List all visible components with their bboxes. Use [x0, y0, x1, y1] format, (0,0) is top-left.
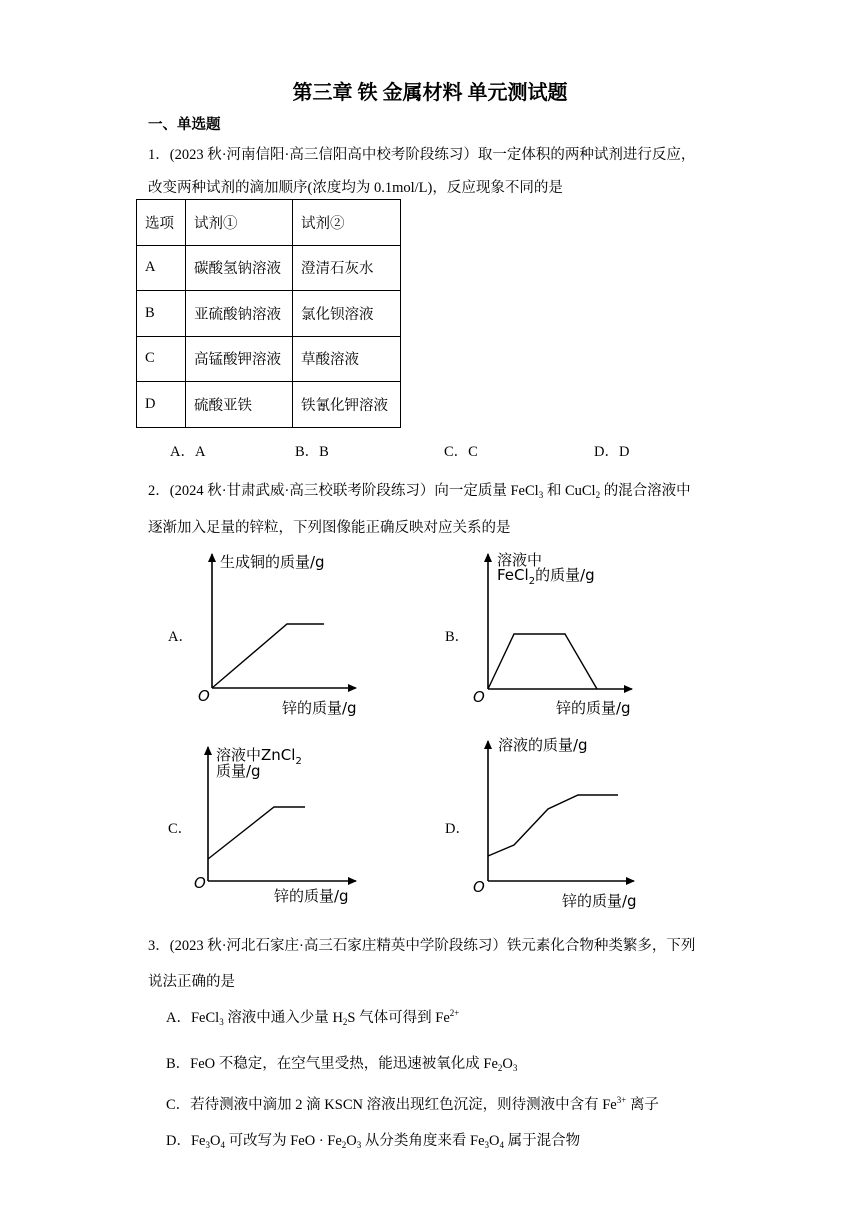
- origin-label: O: [194, 874, 206, 892]
- graph-d: [468, 732, 648, 914]
- q1-stem-line2: 改变两种试剂的滴加顺序(浓度均为 0.1mol/L)，反应现象不同的是: [148, 180, 563, 196]
- formula-fecl3: FeCl: [510, 483, 539, 499]
- curve: [208, 807, 305, 859]
- q3-option-b[interactable]: B．FeO 不稳定，在空气里受热，能迅速被氧化成 $Fe_2O_3$: [166, 1056, 518, 1073]
- table-cell: 澄清石灰水: [293, 245, 401, 291]
- origin-label: O: [473, 688, 485, 706]
- table-row: [137, 336, 401, 382]
- y-axis-label: 生成铜的质量/g: [220, 553, 325, 571]
- table-cell: 铁氰化钾溶液: [293, 382, 401, 428]
- origin-label: O: [198, 687, 210, 705]
- table-cell: 硫酸亚铁: [186, 382, 293, 428]
- table-cell: 草酸溶液: [293, 336, 401, 382]
- q2-option-a-label[interactable]: A．: [168, 629, 193, 645]
- q2-stem-text: 2．(2024 秋·甘肃武威·高三校联考阶段练习）向一定质量: [148, 483, 511, 499]
- q2-stem-line2: 逐渐加入足量的锌粒，下列图像能正确反映对应关系的是: [148, 520, 511, 536]
- q1-option-a[interactable]: A．A: [170, 444, 206, 460]
- table-cell: A: [137, 245, 186, 291]
- curve: [488, 795, 618, 856]
- x-axis-label: 锌的质量/g: [282, 699, 357, 717]
- table-row: [137, 291, 401, 337]
- table-cell: 亚硫酸钠溶液: [186, 291, 293, 337]
- table-cell: 碳酸氢钠溶液: [186, 245, 293, 291]
- q3-stem-line1: 3．(2023 秋·河北石家庄·高三石家庄精英中学阶段练习）铁元素化合物种类繁多，下列: [148, 938, 696, 954]
- q2-option-b-label[interactable]: B．: [445, 629, 470, 645]
- q1-option-b[interactable]: B．B: [295, 444, 329, 460]
- q2-option-c-label[interactable]: C．: [168, 821, 193, 837]
- q3-option-a[interactable]: A．FeCl$_3$ 溶液中通入少量 $H_2S$ 气体可得到 $Fe^{2+}$: [166, 1008, 460, 1027]
- y-axis-label-line2: FeCl$_2$的质量/g: [497, 566, 595, 587]
- q1-option-c[interactable]: C．C: [444, 444, 478, 460]
- table-cell: D: [137, 382, 186, 428]
- q3-option-c[interactable]: C．若待测液中滴加 2 滴 KSCN 溶液出现红色沉淀，则待测液中含有 $Fe^{3+}$ 离子: [166, 1095, 659, 1113]
- x-axis-label: 锌的质量/g: [556, 699, 631, 717]
- q2-stem-line1: [148, 479, 691, 500]
- q1-option-d[interactable]: D．D: [594, 444, 630, 460]
- subscript: 2: [595, 490, 601, 500]
- table-header-cell: 选项: [137, 200, 186, 246]
- graph-a: [190, 545, 370, 725]
- graph-b: [468, 545, 648, 725]
- table-header-cell: 试剂①: [186, 200, 293, 246]
- q1-reagent-table: [136, 199, 401, 428]
- subscript: 3: [538, 490, 544, 500]
- section-heading: 一、单选题: [148, 117, 221, 133]
- table-row: [137, 382, 401, 428]
- origin-label: O: [473, 878, 485, 896]
- q1-stem-line1: 1．(2023 秋·河南信阳·高三信阳高中校考阶段练习）取一定体积的两种试剂进行反应，: [148, 147, 696, 163]
- x-axis-label: 锌的质量/g: [274, 887, 349, 905]
- q3-option-d[interactable]: D．$Fe_3O_4$ 可改写为 FeO · $Fe_2O_3$ 从分类角度来看 $Fe_3O_4$ 属于混合物: [166, 1133, 581, 1150]
- curve: [488, 634, 597, 689]
- y-axis-label: 溶液的质量/g: [498, 736, 588, 754]
- q2-stem-text: 和: [543, 483, 565, 499]
- table-row: [137, 245, 401, 291]
- y-axis-label-line2: 质量/g: [216, 762, 261, 780]
- table-header-cell: 试剂②: [293, 200, 401, 246]
- table-cell: B: [137, 291, 186, 337]
- page-title: 第三章 铁 金属材料 单元测试题: [292, 82, 568, 104]
- y-axis-label-line1: 溶液中ZnCl$_2$: [216, 746, 302, 767]
- table-header-row: [137, 200, 401, 246]
- y-axis-label-line1: 溶液中: [497, 551, 543, 569]
- q2-option-d-label[interactable]: D．: [445, 821, 470, 837]
- x-axis-label: 锌的质量/g: [562, 892, 637, 910]
- table-cell: C: [137, 336, 186, 382]
- formula-cucl2: CuCl: [564, 483, 596, 499]
- table-cell: 氯化钡溶液: [293, 291, 401, 337]
- q3-stem-line2: 说法正确的是: [148, 974, 235, 990]
- table-cell: 高锰酸钾溶液: [186, 336, 293, 382]
- curve: [212, 624, 324, 688]
- graph-c: [190, 738, 370, 913]
- q2-stem-text: 的混合溶液中: [600, 483, 691, 499]
